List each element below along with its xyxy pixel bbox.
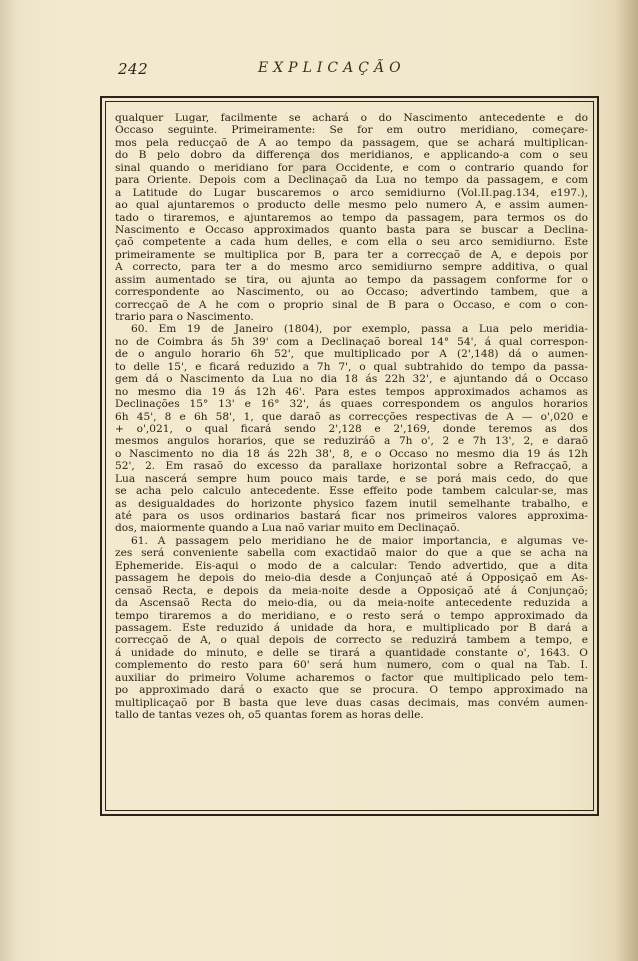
text-line: tado o tiraremos, e ajuntaremos ao tempo da passagem, para termos os do [115, 211, 588, 224]
text-line: passagem. Este reduzido á unidade da hora, e multiplicado por B dará a [115, 621, 588, 634]
text-line: to delle 15', e ficará reduzido a 7h 7', o qual subtrahido do tempo da passa- [115, 360, 588, 373]
text-line: dos, maiormente quando a Lua naõ variar muito em Declinaçaõ. [115, 522, 460, 535]
text-line: tallo de tantas vezes oh, o5 quantas forem as horas delle. [115, 709, 424, 721]
text-line: Ephemeride. Eis-aqui o modo de a calcular: Tendo advertido, que a dita [115, 559, 588, 572]
text-line: assim aumentado se tira, ou ajunta ao tempo da passagem conforme for o [115, 273, 588, 286]
text-line: Nascimento e Occaso approximados quanto basta para se buscar a Declina- [115, 223, 588, 236]
text-line: censaõ Recta, e depois da meia-noite desde a Opposiçaõ até á Conjunçaõ; [115, 584, 588, 597]
text-line: correcçaõ de A, o qual depois de correcto se reduzirá tambem a tempo, e [115, 634, 588, 647]
text-line: + o',021, o qual ficará sendo 2',128 e 2',169, donde teremos as dos [115, 422, 588, 435]
text-line: mesmos angulos horarios, que se reduziráõ a 7h o', 2 e 7h 13', 2, e daraõ [115, 435, 588, 448]
text-line: auxiliar do primeiro Volume acharemos o factor que multiplicado pelo tem- [115, 671, 588, 684]
text-line: a Latitude do Lugar buscaremos o arco semidiurno (Vol.II.pag.134, e197.), [115, 186, 588, 199]
text-line: se acha pelo calculo antecedente. Esse effeito pode tambem calcular-se, mas [115, 485, 588, 498]
text-line: complemento do resto para 60' será hum numero, com o qual na Tab. I. [115, 659, 588, 672]
text-line: ao qual ajuntaremos o producto delle mesmo pelo numero A, e assim aumen- [115, 199, 588, 212]
running-title: EXPLICAÇÃO [258, 60, 406, 76]
text-line: çaõ competente a cada hum delles, e com ella o seu arco semidiurno. Este [115, 236, 588, 249]
text-line: po approximado dará o exacto que se procura. O tempo approximado na [115, 684, 588, 697]
text-line: á unidade do minuto, e delle se tirará a quantidade constante o', 1643. O [115, 646, 588, 659]
text-line: qualquer Lugar, facilmente se achará o do Nascimento antecedente e do [115, 112, 588, 124]
text-line: tempo tiraremos a do meridiano, e o resto será o tempo approximado da [115, 609, 588, 622]
text-line: correspondente ao Nascimento, ou ao Occaso; advertindo tambem, que a [115, 286, 588, 299]
text-line: zes será conveniente sabella com exactidaõ maior do que a que se acha na [115, 547, 588, 560]
text-line: mos pela reducçaõ de A ao tempo da passagem, que se achará multiplican- [115, 136, 588, 149]
text-line: Occaso seguinte. Primeiramente: Se for em outro meridiano, começare- [115, 124, 588, 137]
text-line: gem dá o Nascimento da Lua no dia 18 ás 22h 32', e ajuntando dá o Occaso [115, 373, 588, 386]
text-line: do B pelo dobro da differença dos meridianos, e applicando-a com o seu [115, 149, 588, 162]
text-line: 61. A passagem pelo meridiano he de maior importancia, e algumas ve- [131, 534, 588, 547]
page-gutter-shadow [616, 0, 638, 961]
body-text [115, 112, 588, 802]
text-line: as desigualdades do horizonte physico fazem inutil semelhante trabalho, e [115, 497, 588, 510]
text-line: 52', 2. Em rasaõ do excesso da parallaxe horizontal sobre a Refracçaõ, a [115, 460, 588, 473]
text-line: da Ascensaõ Recta do meio-dia, ou da meia-noite antecedente reduzida a [115, 597, 588, 610]
text-line: trario para o Nascimento. [115, 311, 254, 323]
text-line: no de Coimbra ás 5h 39' com a Declinaçaõ boreal 14° 54', á qual correspon- [115, 335, 588, 348]
text-line: até para os usos ordinarios bastará ficar nos primeiros valores approxima- [115, 510, 588, 522]
text-line: no mesmo dia 19 ás 12h 46'. Para estes tempos approximados achamos as [115, 385, 588, 398]
text-line: correcçaõ de A he com o proprio sinal de B para o Occaso, e com o con- [115, 298, 588, 311]
page-number: 242 [118, 60, 149, 78]
page-header [118, 58, 598, 88]
text-line: sinal quando o meridiano for para Occidente, e com o contrario quando for [115, 161, 588, 174]
text-line: o Nascimento no dia 18 ás 22h 38', 8, e o Occaso no mesmo dia 19 ás 12h [115, 447, 588, 460]
text-line: passagem he depois do meio-dia desde a Conjunçaõ até á Opposiçaõ em As- [115, 572, 588, 585]
text-line: 60. Em 19 de Janeiro (1804), por exemplo, passa a Lua pelo meridia- [131, 323, 588, 336]
text-line: multiplicaçaõ por B basta que leve duas casas decimais, mas convém aumen- [115, 696, 588, 709]
text-line: A correcto, para ter a do mesmo arco semidiurno sempre additiva, o qual [115, 261, 588, 274]
text-line: de o angulo horario 6h 52', que multiplicado por A (2',148) dá o aumen- [115, 348, 588, 361]
text-line: para Oriente. Depois com a Declinaçaõ da Lua no tempo da passagem, e com [115, 174, 588, 187]
text-line: Declinações 15° 13' e 16° 32', ás quaes correspondem os angulos horarios [115, 398, 588, 411]
text-line: primeiramente se multiplica por B, para ter a correcçaõ de A, e depois por [115, 248, 588, 261]
text-line: 6h 45', 8 e 6h 58', 1, que daraõ as correcções respectivas de A — o',020 e [115, 410, 588, 423]
text-line: Lua nascerá sempre hum pouco mais tarde, e se porá mais cedo, do que [115, 472, 588, 485]
